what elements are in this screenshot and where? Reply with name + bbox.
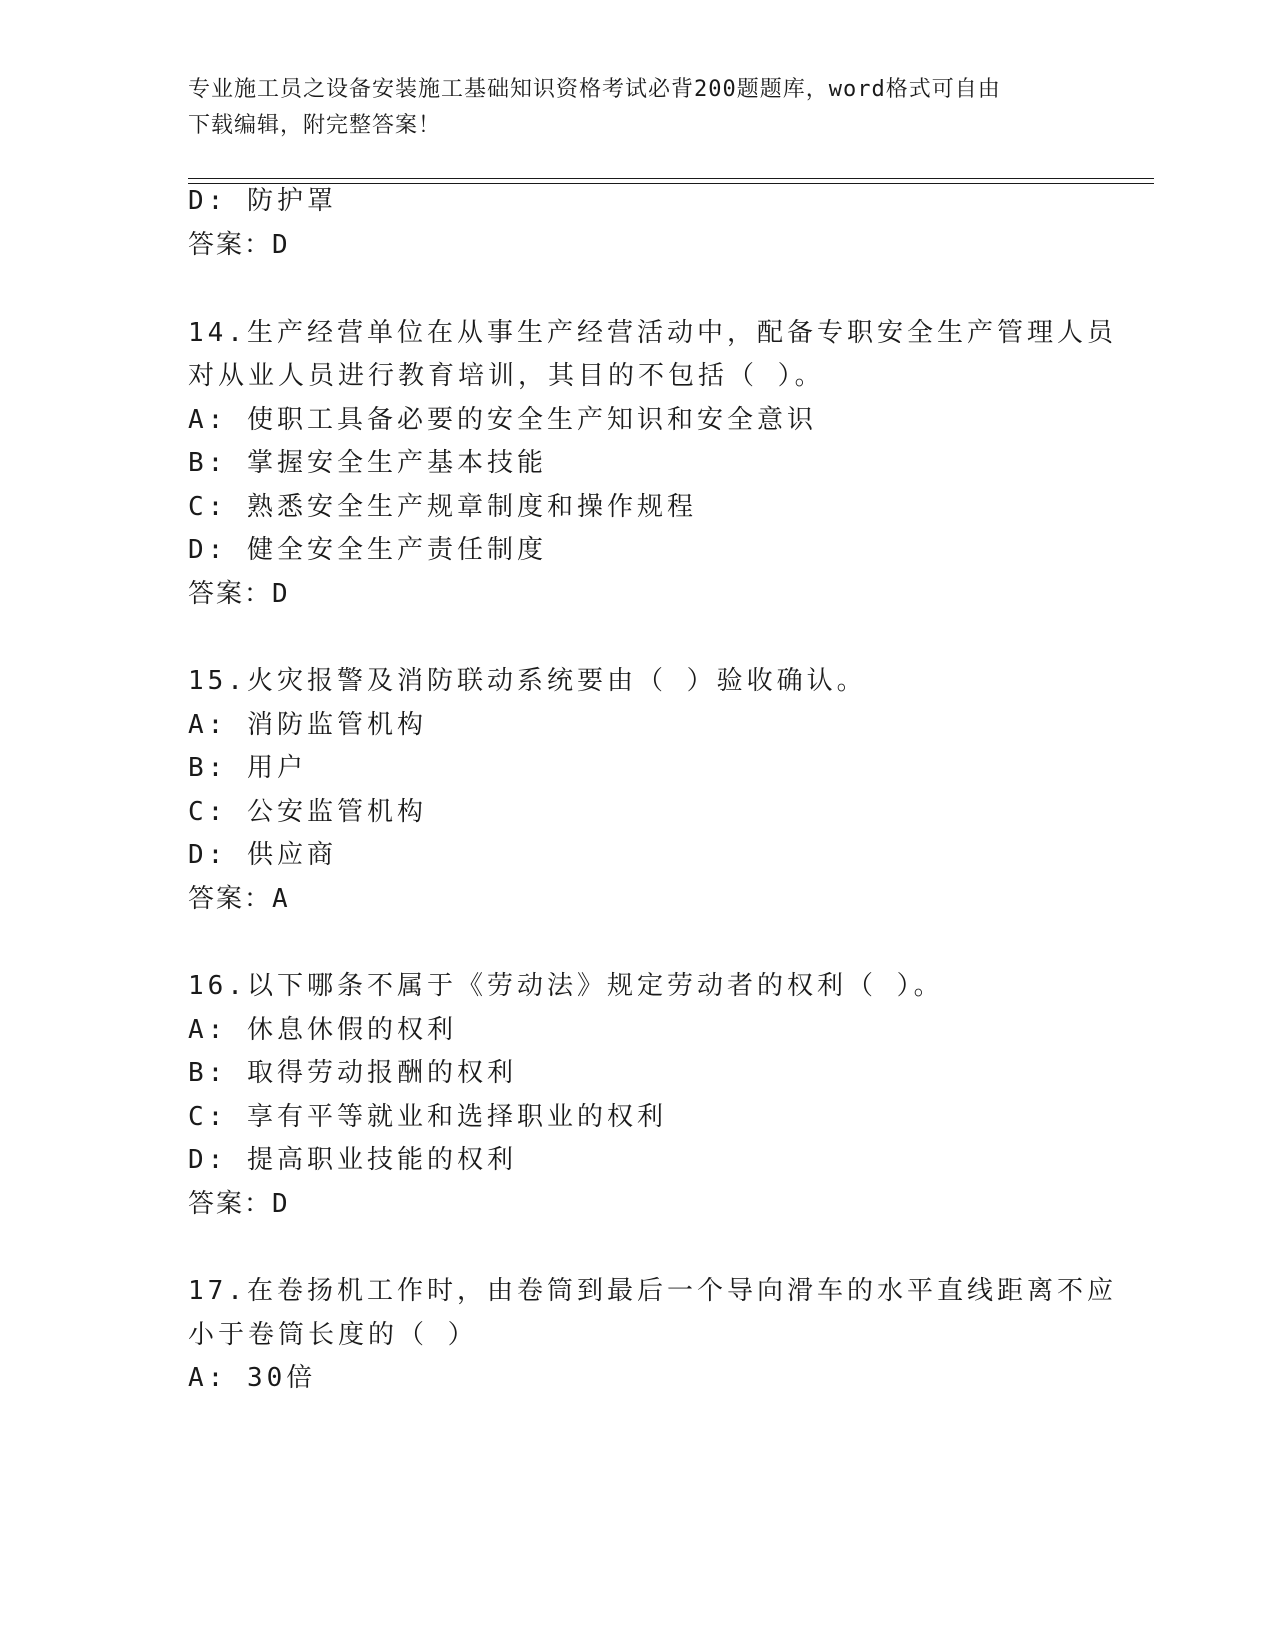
prev-answer: 答案：D: [188, 230, 290, 260]
q17-option-a: A: 30倍: [188, 1363, 317, 1393]
q15-option-c: C: 公安监管机构: [188, 797, 427, 827]
q16-option-b: B: 取得劳动报酬的权利: [188, 1058, 517, 1088]
document-header: [188, 72, 1088, 144]
q16-option-a: A: 休息休假的权利: [188, 1015, 457, 1045]
q15-answer: 答案：A: [188, 884, 290, 914]
q16-answer: 答案：D: [188, 1189, 290, 1219]
q16-option-c: C: 享有平等就业和选择职业的权利: [188, 1102, 667, 1132]
header-divider-top: [188, 178, 1154, 179]
q14-text-line-2: 对从业人员进行教育培训，其目的不包括（ ）。: [188, 361, 825, 391]
q15-option-b: B: 用户: [188, 753, 307, 783]
prev-option-d: D: 防护罩: [188, 186, 337, 216]
q14-option-b: B: 掌握安全生产基本技能: [188, 448, 547, 478]
q17-text-line-1: 17.在卷扬机工作时，由卷筒到最后一个导向滑车的水平直线距离不应: [188, 1276, 1117, 1306]
q14-option-a: A: 使职工具备必要的安全生产知识和安全意识: [188, 405, 817, 435]
q15-option-d: D: 供应商: [188, 840, 337, 870]
header-line-1: 专业施工员之设备安装施工基础知识资格考试必背200题题库，word格式可自由: [188, 77, 1001, 102]
q15-option-a: A: 消防监管机构: [188, 710, 427, 740]
q15-text-line-1: 15.火灾报警及消防联动系统要由（ ）验收确认。: [188, 666, 867, 696]
q14-answer: 答案：D: [188, 579, 290, 609]
q16-text-line-1: 16.以下哪条不属于《劳动法》规定劳动者的权利（ ）。: [188, 971, 944, 1001]
q14-option-d: D: 健全安全生产责任制度: [188, 535, 547, 565]
q16-option-d: D: 提高职业技能的权利: [188, 1145, 517, 1175]
q14-option-c: C: 熟悉安全生产规章制度和操作规程: [188, 492, 697, 522]
header-line-2: 下载编辑，附完整答案！: [188, 113, 442, 138]
q17-text-line-2: 小于卷筒长度的（ ）: [188, 1320, 478, 1350]
q14-text-line-1: 14.生产经营单位在从事生产经营活动中，配备专职安全生产管理人员: [188, 318, 1117, 348]
